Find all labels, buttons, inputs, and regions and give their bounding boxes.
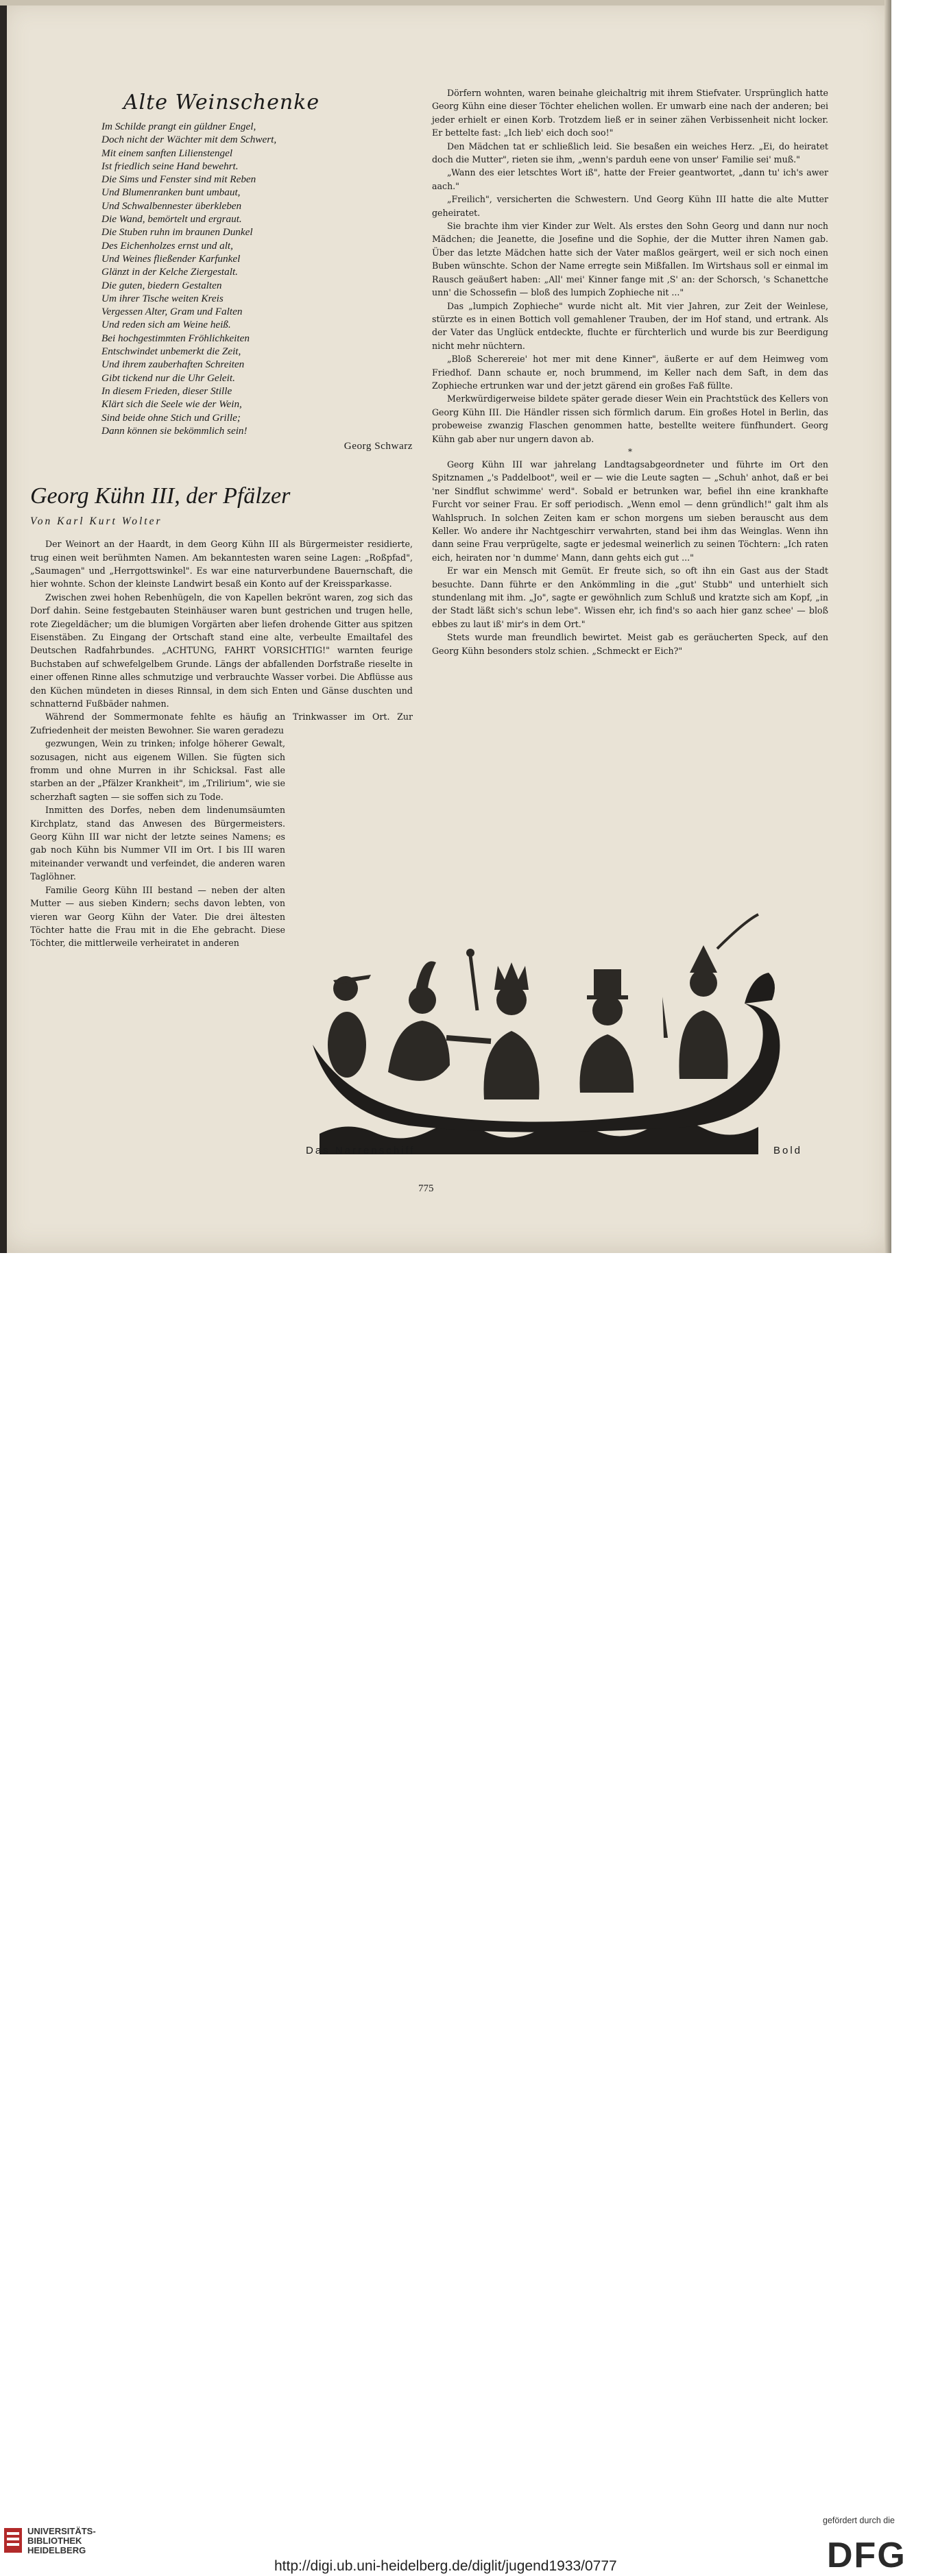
book-spine-edge	[0, 0, 7, 1253]
article-text-left	[30, 537, 413, 737]
left-column	[30, 86, 413, 950]
poem-author: Georg Schwarz	[344, 440, 413, 452]
scanned-page	[0, 0, 891, 1253]
poem-body	[30, 120, 413, 437]
dfg-logo: DFG	[827, 2536, 906, 2575]
poem-line: Ist friedlich seine Hand bewehrt.	[101, 160, 239, 172]
paragraph: Merkwürdigerweise bildete später gerade dieser Wein ein Prachtstück des Kellers von Georg Kühn III. Die Händler rissen sich förmlich darum. Ein großes Hotel in Berlin, das probeweise zwanzig Flaschen genommen hatte, bestellte weitere fünfhundert. Georg Kühn gab aber nur ungern davon ab.	[432, 393, 828, 444]
paragraph: Sie brachte ihm vier Kinder zur Welt. Als erstes den Sohn Georg und dann nur noch Mädchen; die Jeanette, die Josefine und die Sophie, der die Mutter ihren Namen gab. Über das letzte Mädchen hatte sich der Vater maßlos geärgert, weil er sich noch einen Buben wünschte. Schon der Name erregte sein Mißfallen. Im Wirtshaus soll er einmal im Rausch geäußert haben: „All' mei' Kinner fange mit ‚S' an: der Schorsch, 's Schanettche unn' die Schossefin — bloß des lumpich Zophieche nit ..."	[432, 221, 828, 298]
paragraph: Stets wurde man freundlich bewirtet. Meist gab es geräucherten Speck, auf den Georg Kühn besonders stolz schien. „Schmeckt er Eich?"	[432, 632, 828, 656]
poem-line: Und ihrem zauberhaften Schreiten	[101, 359, 245, 371]
poem-line: Im Schilde prangt ein güldner Engel,	[101, 121, 256, 132]
poem-line: Mit einem sanften Lilienstengel	[101, 147, 233, 159]
paragraph: gezwungen, Wein zu trinken; infolge höherer Gewalt, sozusagen, nicht aus eigenem Willen. Sie fügten sich fromm und ohne Murren in ihr Schicksal. Fast alle starben an der „Pfälzer Krankheit", im „Trilirium", wie sie scherzhaft sagten — sie soffen sich zu Tode.	[30, 738, 285, 802]
university-library-logo-icon	[4, 2528, 22, 2553]
poem-line: Sind beide ohne Stich und Grille;	[101, 411, 241, 424]
poem-line: Glänzt in der Kelche Ziergestalt.	[101, 266, 238, 278]
paragraph: Georg Kühn III war jahrelang Landtagsabgeordneter und führte im Ort den Spitznamen „'s Paddelboot", weil er — wie die Leute sagten — „Schuh' anhot, daß er bei 'ner Sindflut schwimme' werd". Sobald er betrunken war, befiel ihn eine krankhafte Furcht vor seiner Frau. Er soff periodisch. „Wenn emol — denn gründlich!" galt ihm als Wahlspruch. In solchen Zeiten kam er schon morgens um sieben berauscht aus dem Keller. Wo andere ihr Nachtgeschirr verwahrten, stand bei ihm das Weinglas. Wenn ihn dann seine Frau verprügelte, sagte er jedesmal weinerlich zu seinen Töchtern: „Ich raten eich, heiraten nor 'n dumme' Mann, dann gehts eich gut ..."	[432, 459, 828, 563]
poem-line: Und Weines fließender Karfunkel	[101, 252, 241, 265]
ship-of-fools-illustration	[306, 908, 827, 1161]
poem-line: Dann können sie bekömmlich sein!	[101, 424, 248, 437]
page-right-edge	[884, 0, 891, 1253]
digitization-footer	[0, 1253, 927, 2575]
poem-line: Die Wand, bemörtelt und ergraut.	[101, 213, 242, 226]
paragraph: Familie Georg Kühn III bestand — neben der alten Mutter — aus sieben Kindern; sechs davon lebten, von vieren war Georg Kühn der Vater. Die drei ältesten Töchter hatte die Frau mit in die Ehe gebracht. Diese Töchter, die mittlerweile verheiratet in anderen	[30, 884, 285, 949]
poem-line: Um ihrer Tische weiten Kreis	[101, 292, 224, 304]
paragraph: Er war ein Mensch mit Gemüt. Er freute sich, so oft ihn ein Gast aus der Stadt besuchte. Dann führte er den Ankömmling in die „gut' Stubb" und unterhielt sich stundenlang mit ihm. „Jo", sagte er gewöhnlich zum Schluß und kratzte sich am Kopf, „in der Stadt läßt sich's schun lebe". Wissen ehr, ich find's so aach hier ganz schee' — bloß ebbes zu laut iß' mir's in dem Ort."	[432, 566, 828, 629]
funded-by-label: gefördert durch die	[823, 2516, 895, 2525]
library-name-line-3: HEIDELBERG	[27, 2545, 86, 2555]
article-byline: Von Karl Kurt Wolter	[30, 515, 162, 528]
poem-line: Bei hochgestimmten Fröhlichkeiten	[101, 332, 250, 344]
library-name	[27, 2527, 96, 2555]
page-top-edge	[0, 0, 891, 5]
paragraph: „Bloß Scherereie' hot mer mit dene Kinner", äußerte er auf dem Heimweg vom Friedhof. Dann schaute er, noch brummend, im Keller nach dem Saft, in dem das Zophieche ertrunken war und der jetzt gärend ein großes Faß füllte.	[432, 354, 828, 391]
poem-line: In diesem Frieden, dieser Stille	[101, 385, 232, 397]
poem-line: Und Blumenranken bunt umbaut,	[101, 186, 241, 199]
fool-figure-3-crowned	[466, 949, 540, 1099]
paragraph: Inmitten des Dorfes, neben dem lindenumsäumten Kirchplatz, stand das Anwesen des Bürgermeisters. Georg Kühn III war nicht der letzte seines Namens; es gab noch Kühn bis Nummer VII im Ort. I bis III waren miteinander verwandt und verfeindet, die anderen waren Taglöhner.	[30, 805, 285, 882]
paragraph: Zwischen zwei hohen Rebenhügeln, die von Kapellen bekrönt waren, zog sich das Dorf dahin. Seine festgebauten Steinhäuser waren bunt gestrichen und trugen helle, rote Ziegeldächer; um die blumigen Vorgärten aber liefen drohende Gitter aus spitzen Eisenstäben. Zu Eingang der Ortschaft stand eine alte, verbeulte Emailtafel des Deutschen Radfahrbundes. „ACHTUNG, FAHRT VORSICHTIG!" warnten feurige Buchstaben auf schwefelgelbem Grunde. Längs der abfallenden Dorfstraße rieselte in einer offenen Rinne alles schmutzige und verbrauchte Wasser vorbei. Die Abflüsse aus den Küchen mündeten in dieses Rinnsal, in dem sich Enten und Gänse duschten und schnatternd Fußbäder nahmen.	[30, 592, 413, 709]
fool-figure-5-soldier	[662, 914, 758, 1079]
poem-line: Vergessen Alter, Gram und Falten	[101, 306, 243, 318]
paragraph: Dörfern wohnten, waren beinahe gleichaltrig mit ihrem Stiefvater. Ursprünglich hatte Georg Kühn eine dieser Töchter ehelichen wollen. Er umwarb eine nach der anderen; bei jeder erhielt er einen Korb. Trotzdem ließ er in seiner zähen Verbissenheit nicht locker. Er bettelte fast: „Ich lieb' eich doch soo!"	[432, 88, 828, 138]
paragraph: „Wann des eier letschtes Wort iß", hatte der Freier geantwortet, „dann tu' ich's awer aach."	[432, 167, 828, 191]
poem-line: Doch nicht der Wächter mit dem Schwert,	[101, 134, 277, 146]
poem-line: Die Stuben ruhn im braunen Dunkel	[101, 226, 253, 239]
poem-line: Gibt tickend nur die Uhr Geleit.	[101, 372, 235, 384]
fool-figure-2	[388, 961, 491, 1081]
paragraph: Den Mädchen tat er schließlich leid. Sie besaßen ein weiches Herz. „Ei, do heiratet doch die Mutter", rieten sie ihm, „wenn's parduh eene von unser' Familie sei' muß."	[432, 141, 828, 165]
right-column	[432, 86, 828, 657]
paragraph: Der Weinort an der Haardt, in dem Georg Kühn III als Bürgermeister residierte, trug einen weit berühmten Namen. Am bekanntesten waren seine Lagen: „Roßpfad", „Saumagen" und „Herrgottswinkel". Es war eine naturverbundene Bauernschaft, die hier wohnte. Schon der kleinste Landwirt besaß ein Konto auf der Kreissparkasse.	[30, 539, 413, 590]
poem-line: Des Eichenholzes ernst und alt,	[101, 239, 233, 252]
poem-line: Die Sims und Fenster sind mit Reben	[101, 173, 256, 186]
library-name-line-1: UNIVERSITÄTS-	[27, 2526, 96, 2536]
fool-figure-1	[328, 975, 371, 1078]
poem-line: Und Schwalbennester überkleben	[101, 199, 242, 212]
article-text-right-continued	[432, 458, 828, 657]
illustration-caption-title: Das Narrenschiff	[306, 1145, 416, 1156]
paragraph: Das „lumpich Zophieche" wurde nicht alt. Mit vier Jahren, zur Zeit der Weinlese, stürzte es in einen Bottich voll gemahlener Trauben, der im Hof stand, und ertrank. Als der Vater das Unglück entdeckte, fluchte er fürchterlich und wurde bis zur Beerdigung nicht mehr nüchtern.	[432, 300, 828, 351]
poem-title: Alte Weinschenke	[123, 90, 320, 114]
paragraph: Während der Sommermonate fehlte es häufig an Trinkwasser im Ort. Zur Zufriedenheit der meisten Bewohner. Sie waren geradezu	[30, 712, 413, 736]
section-separator: *	[628, 446, 632, 457]
page-number: 775	[418, 1183, 434, 1194]
poem-line: Und reden sich am Weine heiß.	[101, 319, 231, 331]
poem-line: Klärt sich die Seele wie der Wein,	[101, 398, 242, 411]
paragraph: „Freilich", versicherten die Schwestern. Und Georg Kühn III hatte die alte Mutter geheiratet.	[432, 194, 828, 218]
article-title: Georg Kühn III, der Pfälzer	[30, 483, 291, 509]
poem-line: Die guten, biedern Gestalten	[101, 279, 222, 291]
fool-figure-4-top-hat	[580, 969, 634, 1093]
poem-line: Entschwindet unbemerkt die Zeit,	[101, 345, 241, 358]
illustration-caption-artist: Bold	[773, 1145, 803, 1156]
article-text-right	[432, 86, 828, 446]
library-name-line-2: BIBLIOTHEK	[27, 2536, 82, 2546]
source-url-link[interactable]: http://digi.ub.uni-heidelberg.de/diglit/jugend1933/0777	[274, 2558, 617, 2574]
